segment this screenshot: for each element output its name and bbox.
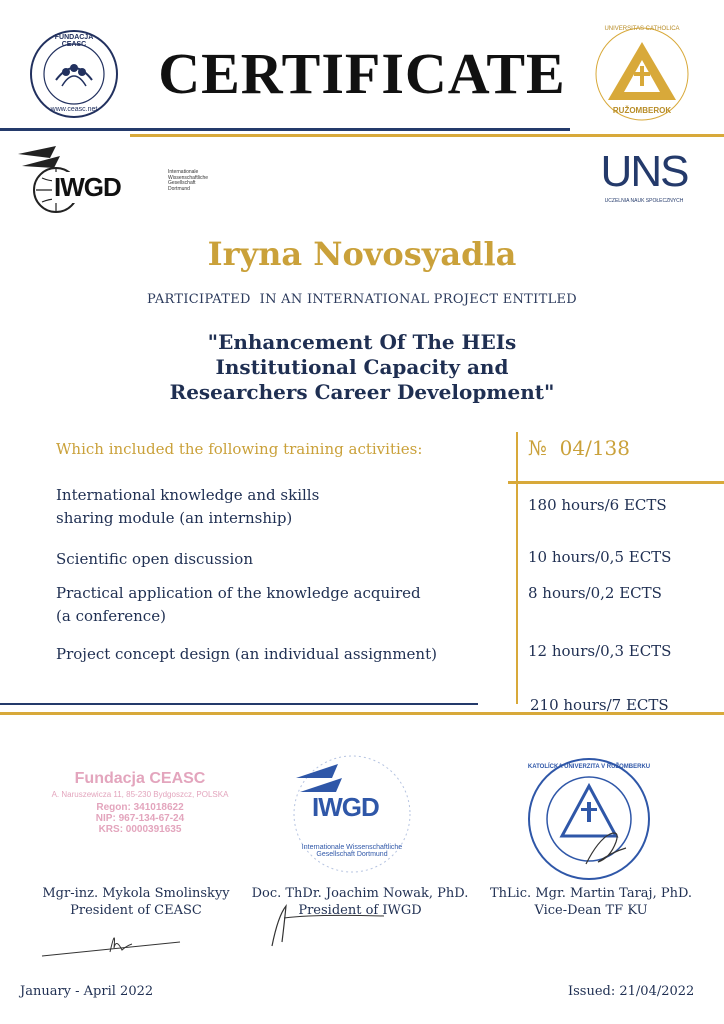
iwgd-subtitle-line-2: Wissenschaftliche [168, 174, 209, 181]
project-title-line-1: "Enhancement Of The HEIs [207, 330, 517, 354]
period-text: January - April 2022 [20, 984, 154, 999]
activity-3 [56, 582, 421, 629]
participation-statement: PARTICIPATED IN AN INTERNATIONAL PROJECT ENTITLED [146, 292, 578, 307]
recipient-name: Iryna Novosyadla [207, 235, 517, 273]
ceasc-logo [28, 28, 120, 120]
project-title-line-2: Institutional Capacity and [215, 355, 509, 379]
certificate-number: № 04/138 [528, 436, 631, 460]
iwgd-subtitle-line-4: Dortmund [168, 185, 190, 192]
activity-1-line-1: International knowledge and skills [56, 486, 320, 504]
ceasc-stamp [30, 770, 250, 860]
activity-1-line-2: sharing module (an internship) [56, 509, 293, 528]
iwgd-stamp [282, 748, 422, 878]
uns-logo-subtitle: UCZELNIA NAUK SPOŁECZNYCH [604, 198, 684, 204]
signature-2 [264, 900, 404, 954]
iwgd-subtitle-line-1: Internationale [168, 169, 199, 175]
project-title [0, 330, 724, 405]
header-rule-gold [130, 134, 724, 137]
ku-logo-text-top: UNIVERSITAS CATHOLICA [604, 26, 680, 32]
signer-1-title: President of CEASC [70, 902, 202, 918]
total-hours: 210 hours/7 ECTS [530, 696, 669, 714]
project-title-line-3: Researchers Career Development" [169, 380, 555, 404]
uns-logo-label: UNS [600, 147, 688, 196]
issued-date: Issued: 21/04/2022 [568, 984, 695, 999]
activity-3-hours: 8 hours/0,2 ECTS [528, 584, 662, 602]
training-intro: Which included the following training activities: [56, 440, 423, 458]
signer-2-title: President of IWGD [298, 902, 422, 918]
ceasc-stamp-name: Fundacja CEASC [74, 770, 206, 787]
iwgd-logo-subtitle [168, 170, 208, 192]
ku-stamp-arc-text: KATOLÍCKA UNIVERZITA V RUŽOMBERKU [527, 764, 651, 770]
ceasc-logo-url: www.ceasc.net [50, 106, 98, 113]
uns-logo [586, 147, 702, 210]
iwgd-stamp-arc-text: Internationale Wissenschaftliche Gesellschaft Dortmund [301, 844, 403, 858]
iwgd-subtitle-line-3: Gesellschaft [168, 180, 196, 186]
iwgd-stamp-label: IWGD [312, 792, 379, 822]
iwgd-logo [16, 144, 209, 216]
activity-3-line-2: (a conference) [56, 607, 166, 626]
activity-2-hours: 10 hours/0,5 ECTS [528, 548, 672, 566]
ku-stamp [526, 756, 652, 882]
activity-2-line-1: Scientific open discussion [56, 550, 253, 568]
ku-logo [594, 26, 690, 122]
activity-4-line-1: Project concept design (an individual assignment) [56, 645, 437, 663]
signer-1-name: Mgr-inz. Mykola Smolinskyy [42, 886, 230, 901]
ceasc-logo-text: FUNDACJA CEASC [54, 34, 94, 48]
ceasc-stamp-krs: KRS: 0000391635 [98, 824, 182, 835]
signature-1 [40, 922, 190, 966]
activity-1-hours: 180 hours/6 ECTS [528, 496, 667, 514]
table-bottom-rule-navy [0, 703, 478, 705]
activity-4 [56, 643, 437, 666]
certificate-title: CERTIFICATE [158, 41, 566, 106]
signer-3 [486, 886, 696, 920]
activity-3-line-1: Practical application of the knowledge acquired [56, 584, 421, 602]
signer-3-name: ThLic. Mgr. Martin Taraj, PhD. [489, 886, 693, 901]
signer-3-title: Vice-Dean TF KU [534, 902, 648, 918]
ku-logo-text-bottom: RUŽOMBEROK [612, 106, 672, 115]
ceasc-stamp-nip: NIP: 967-134-67-24 [95, 813, 185, 824]
signer-1 [26, 886, 246, 920]
activity-2 [56, 548, 253, 571]
number-underline-rule [508, 481, 724, 484]
activity-4-hours: 12 hours/0,3 ECTS [528, 642, 672, 660]
iwgd-logo-label: IWGD [54, 172, 121, 202]
table-vertical-rule [516, 432, 518, 704]
signer-2-name: Doc. ThDr. Joachim Nowak, PhD. [251, 886, 469, 901]
activity-1 [56, 484, 319, 531]
ceasc-stamp-address: A. Naruszewicza 11, 85-230 Bydgoszcz, POLSKA [51, 790, 229, 799]
ceasc-stamp-regon: Regon: 341018622 [96, 802, 184, 813]
header-rule-navy [0, 128, 570, 131]
